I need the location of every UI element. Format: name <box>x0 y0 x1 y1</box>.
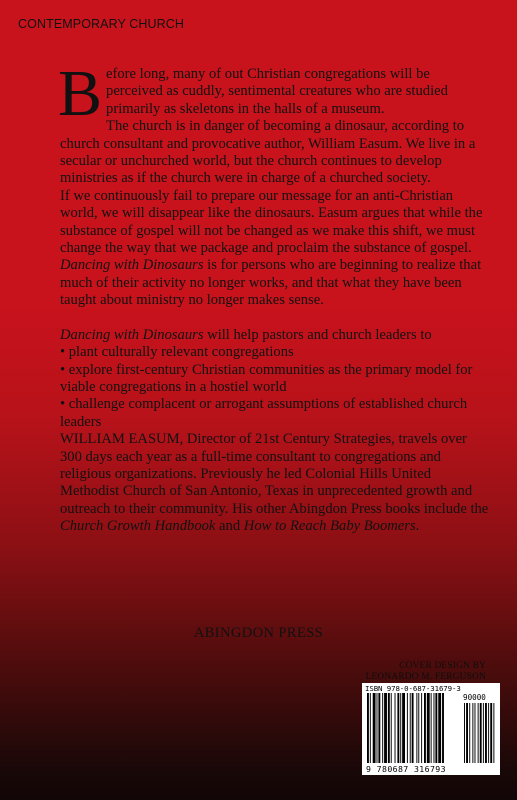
barcode-addon-bar <box>483 703 484 763</box>
barcode-bar <box>377 693 378 763</box>
isbn-barcode <box>362 683 500 775</box>
barcode-addon-bar <box>485 703 487 763</box>
benefits-lead: Dancing with Dinosaurs will help pastors and church leaders to <box>60 326 432 343</box>
other-book-title: Church Growth Handbook <box>60 518 216 535</box>
barcode-addon-bar <box>478 703 479 763</box>
benefit-item: • plant culturally relevant congregations <box>60 344 294 361</box>
barcode-bar <box>378 693 380 763</box>
description-text <box>58 57 490 536</box>
barcode-bar <box>410 693 411 763</box>
isbn-text: ISBN 978-0-687-31679-3 <box>365 684 461 693</box>
barcode-addon-bar <box>469 703 470 763</box>
barcode-bar <box>412 693 414 763</box>
barcode-bar <box>402 693 405 763</box>
author-name: WILLIAM EASUM, <box>60 431 184 448</box>
barcode-bar <box>388 693 390 763</box>
barcode-bars <box>362 683 500 775</box>
barcode-bar <box>424 693 426 763</box>
barcode-bar <box>418 693 419 763</box>
barcode-bar <box>421 693 422 763</box>
barcode-addon-bar <box>475 703 476 763</box>
barcode-addon-bar <box>464 703 465 763</box>
barcode-bar <box>438 693 441 763</box>
barcode-bar <box>427 693 430 763</box>
barcode-bar <box>435 693 437 763</box>
drop-cap: B <box>58 57 103 130</box>
barcode-digits: 9 780687 316793 <box>366 764 446 774</box>
barcode-addon-bar <box>480 703 482 763</box>
intro-paragraph-4: Dancing with Dinosaurs is for persons who are beginning to realize that much of their activity no longer works, and that what they have been taught about ministry no longer makes sense. <box>60 257 482 309</box>
category-label: CONTEMPORARY CHURCH <box>18 17 185 31</box>
barcode-bar <box>442 693 444 763</box>
barcode-bar <box>431 693 432 763</box>
barcode-bar <box>391 693 392 763</box>
barcode-bar <box>367 693 369 763</box>
barcode-bar <box>434 693 435 763</box>
author-bio: WILLIAM EASUM, Director of 21st Century Strategies, travels over 300 days each year as a full-time consultant to congregations and religious organizations. Previously he led Colonial Hills United Methodist Church of San Antonio, Texas in unprecedented growth and outreach to their community. His other Abingdon Press books include the Church Growth Handbook and How to Reach Baby Boomers. <box>60 431 489 535</box>
intro-paragraph-2: The church is in danger of becoming a dinosaur, according to church consultant and provocative author, William Easum. We live in a secular or unchurched world, but the church continues to develop ministries as if the church were in charge of a churched society. <box>60 118 476 187</box>
benefit-item: • challenge complacent or arrogant assumptions of established church leaders <box>60 396 468 430</box>
other-book-title: How to Reach Baby Boomers <box>243 518 416 535</box>
barcode-bar <box>416 693 417 763</box>
barcode-bar <box>382 693 383 763</box>
intro-paragraph-3: If we continuously fail to prepare our message for an anti-Christian world, we will disappear like the dinosaurs. Easum argues that while the substance of gospel will not be changed as we make this shift, we must change the way that we package and proclaim the substance of gospel. <box>60 187 483 257</box>
benefit-item: • explore first-century Christian communities as the primary model for viable congregations in a hostiel world <box>60 361 473 395</box>
barcode-bar <box>397 693 399 763</box>
barcode-addon-bar <box>466 703 468 763</box>
barcode-bar <box>370 693 371 763</box>
barcode-bar <box>384 693 387 763</box>
barcode-bar <box>395 693 396 763</box>
barcode-addon-bar <box>488 703 489 763</box>
barcode-bar <box>373 693 376 763</box>
barcode-addon-bar <box>472 703 473 763</box>
barcode-addon-bar <box>490 703 492 763</box>
barcode-addon-bar <box>493 703 494 763</box>
price-code: 90000 <box>463 693 486 702</box>
publisher-name: ABINGDON PRESS <box>193 625 324 641</box>
book-title-inline: Dancing with Dinosaurs <box>60 257 204 274</box>
intro-paragraph-1: Before long, many of out Christian congregations will be perceived as cuddly, sentimental creatures who are studied primarily as skeletons in the halls of a museum. <box>58 57 448 130</box>
barcode-bar <box>407 693 408 763</box>
book-title-inline: Dancing with Dinosaurs <box>60 326 204 343</box>
barcode-bar <box>400 693 401 763</box>
cover-design-credit: COVER DESIGN BY LEONARDO M. FERGUSON <box>365 661 486 682</box>
